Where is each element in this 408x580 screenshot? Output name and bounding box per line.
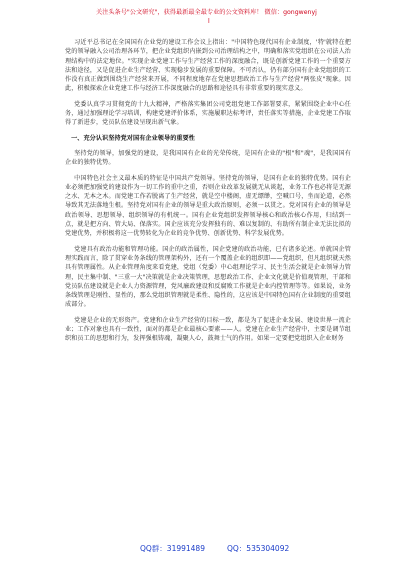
paragraph: 党建是企业的无形资产。党建和企业生产经营的目标一致，都是为了促进企业发展、建设世界一流企业；工作对象也具有一致性，面对的都是企业最核心要素——人。党建在企业生产经营中，主要是调节组织和员工的思想和行为，发挥强根铸魂，凝聚人心，鼓舞士气的作用。如果一定要把党组织入企业财务 xyxy=(65,316,351,343)
paragraph: 党委认真学习贯彻党的十九大精神，严格落实集团公司党组党建工作部署要求，紧紧围绕企业中心任务，通过加强理论学习培训，构建党建评价体系，实施履职达标考评，责任落实等措施，企业党建工作取得了新进步，党员队伍建设呈现出新气象。 xyxy=(65,100,351,127)
paragraph: 中国特色社会主义最本质的特征是中国共产党领导。坚持党的领导，是国有企业的独特优势。国有企业必须把加强党的建设作为一切工作的重中之重，否则企业改革发展就无从谈起，业务工作也必将是无源之水、无本之木。而党建工作若脱离了生产经营，就是空中楼阁，虚无缥缈，空喊口号，坐而论道，必然导致其无法落地生根。坚持党对国有企业的领导是重大政治原则，必须一以贯之。党对国有企业的领导是政治领导、思想领导、组织领导的有机统一。国有企业党组织发挥领导核心和政治核心作用，归结到一点，就是把方向、管大局、保落实。国企应该充分发挥独有的、难以复制的、有助所有制企业无法比拟的党建优势，并积极将这一优势转化为企业的竞争优势、创新优势、科学发展优势。 xyxy=(65,174,351,238)
top-banner xyxy=(96,8,392,26)
qq-number: QQ：535304092 xyxy=(226,544,290,553)
paragraph: 坚持党的领导，加强党的建设，是我国国有企业的光荣传统，是国有企业的"根"和"魂"，是我国国有企业的独特优势。 xyxy=(65,149,351,167)
paragraph: 习近平总书记在全国国有企业党的建设工作会议上指出："中国特色现代国有企业制度，'特'就特在把党的领导融入公司治理各环节，把企业党组织内嵌到公司治理结构之中，明确和落实党组织在公司法人治理结构中的法定地位。"实现企业党建工作与生产经营工作的深度融合，既是创新党建工作的一个重要方法和途径，又是促进企业生产经营、实现稳步发展的重要保障。不可否认，仍有部分国有企业党组织的工作没有真正做到围绕生产经营来开展，不同程度地存在党建思想政治工作与生产经营"两张皮"现象。因此，积极探索企业党建工作与经济工作深度融合的思路和途径具有非常重要的现实意义。 xyxy=(65,39,351,93)
section-heading: 一、充分认识坚持党对国有企业领导的重要性 xyxy=(71,134,195,142)
document-body xyxy=(65,38,351,350)
footer-contact xyxy=(140,543,320,554)
banner-line-2: l xyxy=(208,18,210,25)
qq-group: QQ群：31991489 xyxy=(140,544,205,553)
paragraph: 党建具有政治功能和管理功能。国企的政治属性，国企党建的政治功能，已有诸多论述。单就国企管理实践而言，除了贯穿业务条线的管理架构外，还有一个覆盖企业的组织即——党组织，但凡组织就天然具有管理属性。从企业管理角度来看党建，党组（党委）中心组理论学习、民主生活会就是企业领导力管理，民主集中制、"三重一大"决策就是企业决策管理，思想政治工作、企业文化就是价值观管理，干部和党员队伍建设就是企业人力资源管理，党风廉政建设和反腐败工作就是企业内控管理等等。如果说，业务条线管理是刚性、显性的，那么党组织管理就是柔性、隐性的，这应该是中国特色国有企业制度的重要组成部分。 xyxy=(65,245,351,309)
banner-line-1: 关注头条号"公文研究"，获得最新最全最专业的公文资料库！ 微信：gongwenyj xyxy=(96,9,317,16)
